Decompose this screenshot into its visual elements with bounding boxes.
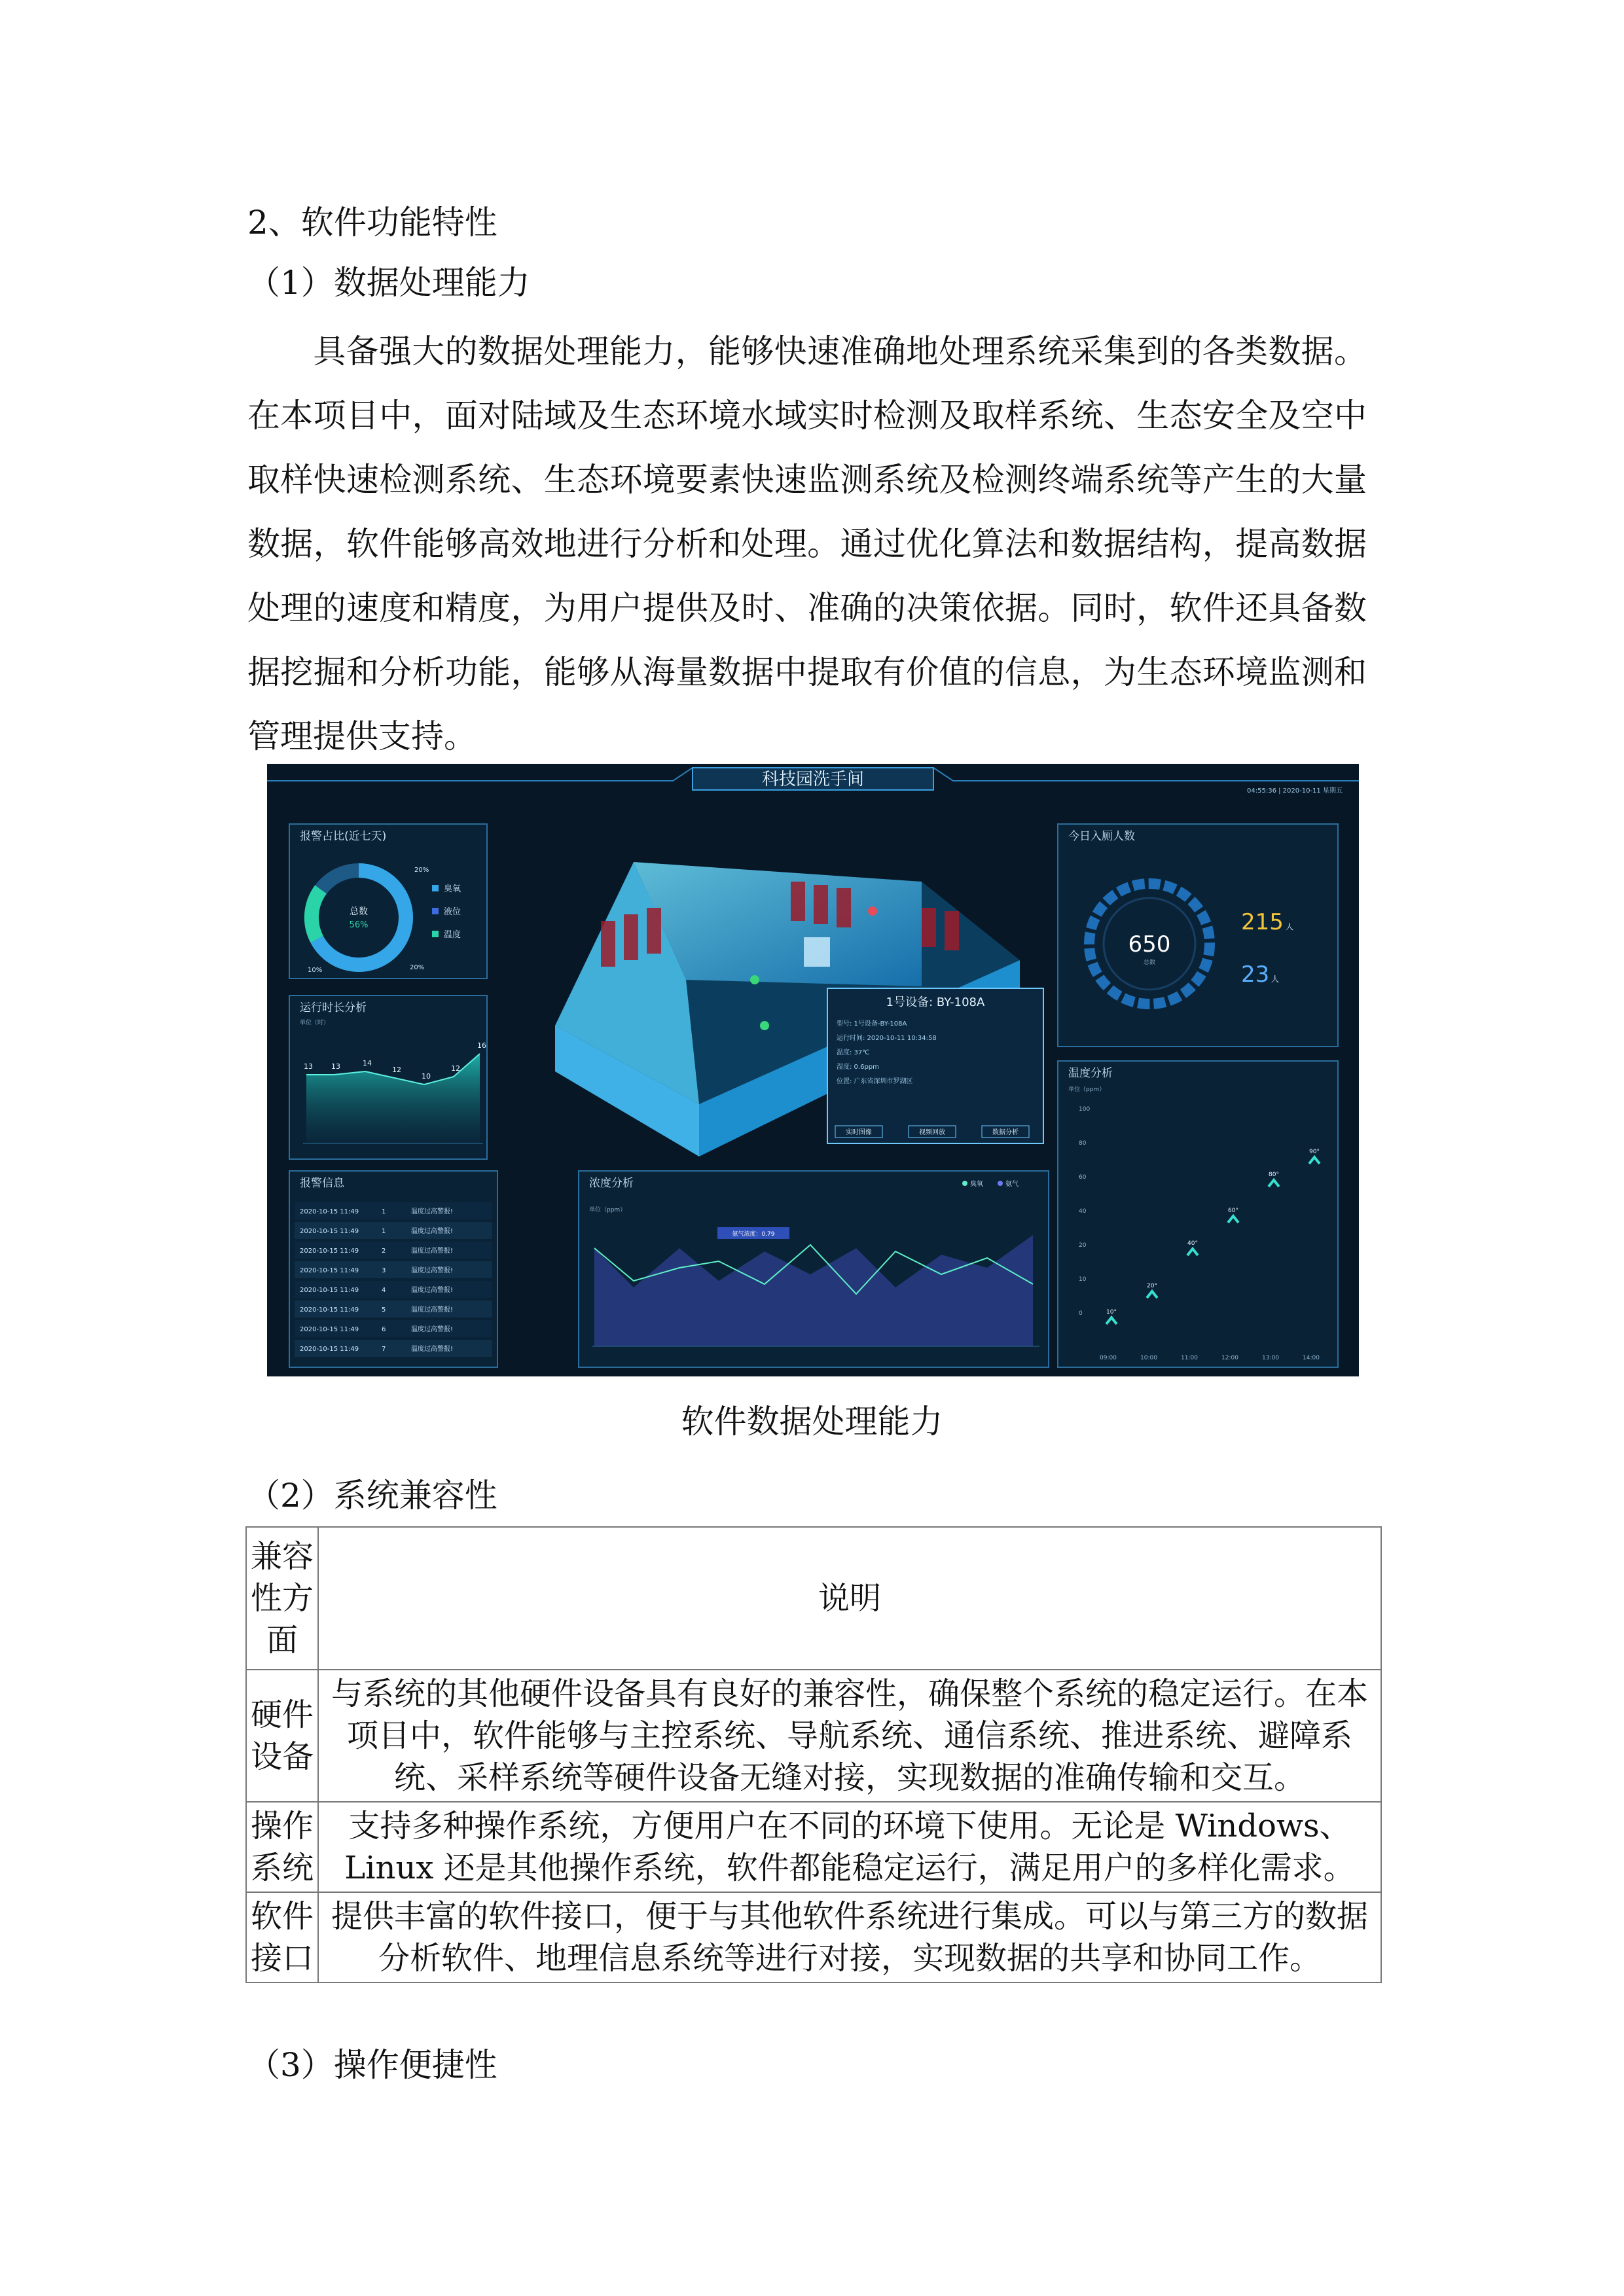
visitors-panel-title: 今日入厕人数 (1068, 830, 1135, 843)
table-row (246, 1670, 1381, 1802)
conc-tooltip: 氨气浓度：0.79 (732, 1231, 775, 1238)
temp-panel-title: 温度分析 (1068, 1067, 1113, 1080)
temp-xtick: 14:00 (1303, 1355, 1320, 1361)
temp-point-label: 40° (1187, 1240, 1198, 1247)
alarm-row-index: 1 (382, 1208, 386, 1215)
figure-caption: 软件数据处理能力 (681, 1403, 943, 1441)
temp-ytick: 10 (1079, 1276, 1087, 1283)
donut-center-value: 56% (349, 920, 369, 930)
temp-ytick: 20 (1079, 1242, 1087, 1249)
runtime-label-5: 12 (451, 1064, 460, 1073)
dashboard-screenshot (267, 764, 1359, 1376)
temp-xtick: 11:00 (1181, 1355, 1198, 1361)
conc-unit: 单位（ppm） (589, 1207, 626, 1213)
row-aspect: 操作系统 (246, 1802, 318, 1892)
temp-xtick: 12:00 (1221, 1355, 1238, 1361)
subsection-usability: （3）操作便捷性 (247, 2046, 497, 2084)
temp-ytick: 40 (1079, 1208, 1087, 1215)
paragraph-data-processing (247, 319, 1367, 768)
temp-ytick: 0 (1079, 1310, 1083, 1317)
runtime-label-1: 13 (331, 1062, 340, 1071)
alarm-row-message: 温度过高警报! (411, 1287, 454, 1294)
row-desc: 与系统的其他硬件设备具有良好的兼容性，确保整个系统的稳定运行。在本项目中，软件能够与主控系统、导航系统、通信系统、推进系统、避障系统、采样系统等硬件设备无缝对接，实现数据的准确传输和交互。 (318, 1670, 1381, 1802)
popup-title: 1号设备: BY-108A (886, 996, 985, 1009)
popup-btn-3[interactable]: 数据分析 (992, 1129, 1019, 1136)
temp-point-label: 20° (1147, 1283, 1157, 1289)
runtime-unit: 单位（时） (300, 1020, 330, 1026)
table-row (246, 1802, 1381, 1892)
popup-btn-2[interactable]: 视频回放 (919, 1129, 945, 1136)
subsection-data-processing: （1）数据处理能力 (247, 264, 530, 302)
alarm-row-index: 5 (382, 1306, 386, 1314)
temp-xtick: 09:00 (1100, 1355, 1117, 1361)
runtime-label-4: 10 (422, 1072, 431, 1081)
alarm-row-time: 2020-10-15 11:49 (300, 1267, 359, 1274)
temp-xtick: 13:00 (1262, 1355, 1279, 1361)
runtime-label-2: 14 (363, 1059, 372, 1067)
visitors-total-label: 总数 (1143, 960, 1156, 966)
alarm-row-index: 4 (382, 1287, 386, 1294)
visitors-total: 650 (1128, 931, 1171, 958)
visitors-female-unit: 人 (1271, 975, 1280, 984)
temp-xtick: 10:00 (1140, 1355, 1157, 1361)
temp-ytick: 80 (1079, 1140, 1087, 1147)
visitors-male: 215 (1241, 909, 1284, 935)
paragraph-text: 具备强大的数据处理能力，能够快速准确地处理系统采集到的各类数据。在本项目中，面对陆域及生态环境水域实时检测及取样系统、生态安全及空中取样快速检测系统、生态环境要素快速监测系统及检测终端系统等产生的大量数据，软件能够高效地进行分析和处理。通过优化算法和数据结构，提高数据处理的速度和精度，为用户提供及时、准确的决策依据。同时，软件还具备数据挖掘和分析功能，能够从海量数据中提取有价值的信息，为生态环境监测和管理提供支持。 (247, 332, 1367, 755)
compatibility-table (245, 1526, 1382, 1983)
legend-item-1: 液位 (444, 907, 461, 917)
conc-panel-title: 浓度分析 (589, 1177, 634, 1190)
donut-pct-b: 10% (308, 967, 323, 974)
row-desc: 提供丰富的软件接口，便于与其他软件系统进行集成。可以与第三方的数据分析软件、地理信息系统等进行对接，实现数据的共享和协同工作。 (318, 1892, 1381, 1982)
alarm-row-index: 3 (382, 1267, 386, 1274)
alarm-row-index: 7 (382, 1346, 386, 1353)
runtime-label-3: 12 (392, 1066, 401, 1074)
alarm-row-time: 2020-10-15 11:49 (300, 1228, 359, 1235)
dash-datetime: 04:55:36 | 2020-10-11 星期五 (1247, 787, 1343, 795)
header-desc: 说明 (318, 1527, 1381, 1670)
alarm-row-message: 温度过高警报! (411, 1346, 454, 1353)
popup-btn-1[interactable]: 实时图像 (846, 1129, 872, 1136)
alarm-row-message: 温度过高警报! (411, 1267, 454, 1274)
temp-point-label: 80° (1269, 1172, 1279, 1178)
header-aspect: 兼容性方面 (246, 1527, 318, 1670)
popup-line-4: 湿度: 0.6ppm (837, 1064, 879, 1071)
alarm-row-message: 温度过高警报! (411, 1247, 454, 1255)
alarm-row-time: 2020-10-15 11:49 (300, 1287, 359, 1294)
temp-ytick: 100 (1079, 1106, 1091, 1113)
runtime-panel-title: 运行时长分析 (300, 1001, 367, 1014)
donut-pct-a: 20% (414, 867, 429, 874)
legend-item-0: 臭氧 (444, 884, 461, 894)
alarm-row-index: 2 (382, 1247, 386, 1255)
table-header-row (246, 1527, 1381, 1670)
alarm-row-message: 温度过高警报! (411, 1326, 454, 1333)
alarm-row-time: 2020-10-15 11:49 (300, 1306, 359, 1314)
alarm-panel-title: 报警占比(近七天) (300, 830, 387, 843)
donut-center-label: 总数 (350, 906, 368, 917)
runtime-label-6: 16 (477, 1041, 486, 1050)
popup-line-5: 位置: 广东省深圳市罗湖区 (837, 1078, 913, 1085)
alarm-row-index: 6 (382, 1326, 386, 1333)
temp-point-label: 90° (1309, 1149, 1320, 1155)
section-heading: 2、软件功能特性 (247, 204, 497, 242)
subsection-compatibility: （2）系统兼容性 (247, 1477, 497, 1515)
alarm-row-message: 温度过高警报! (411, 1306, 454, 1314)
popup-line-2: 运行时间: 2020-10-11 10:34:58 (837, 1035, 937, 1042)
conc-legend-1: 氨气 (1005, 1181, 1019, 1188)
alarm-row-time: 2020-10-15 11:49 (300, 1346, 359, 1353)
temp-ytick: 60 (1079, 1174, 1087, 1181)
row-desc: 支持多种操作系统，方便用户在不同的环境下使用。无论是 Windows、Linux 还是其他操作系统，软件都能稳定运行，满足用户的多样化需求。 (318, 1802, 1381, 1892)
alarm-row-time: 2020-10-15 11:49 (300, 1208, 359, 1215)
dash-title: 科技园洗手间 (761, 770, 865, 789)
alarm-row-message: 温度过高警报! (411, 1228, 454, 1235)
visitors-male-unit: 人 (1286, 922, 1294, 931)
donut-pct-c: 20% (410, 964, 425, 971)
alarm-row-message: 温度过高警报! (411, 1208, 454, 1215)
alarm-row-time: 2020-10-15 11:49 (300, 1247, 359, 1255)
temp-point-label: 10° (1106, 1309, 1117, 1316)
popup-line-1: 型号: 1号设备-BY-108A (837, 1020, 907, 1028)
alarm-row-time: 2020-10-15 11:49 (300, 1326, 359, 1333)
legend-item-2: 温度 (444, 930, 461, 940)
visitors-female: 23 (1241, 961, 1270, 988)
runtime-label-0: 13 (304, 1062, 313, 1071)
row-aspect: 软件接口 (246, 1892, 318, 1982)
table-row (246, 1892, 1381, 1982)
temp-unit: 单位（ppm） (1068, 1086, 1106, 1093)
alarm-info-title: 报警信息 (300, 1177, 344, 1190)
conc-legend-0: 臭氧 (970, 1181, 983, 1188)
row-aspect: 硬件设备 (246, 1670, 318, 1802)
popup-line-3: 温度: 37℃ (837, 1049, 870, 1056)
alarm-row-index: 1 (382, 1228, 386, 1235)
temp-point-label: 60° (1228, 1208, 1238, 1214)
